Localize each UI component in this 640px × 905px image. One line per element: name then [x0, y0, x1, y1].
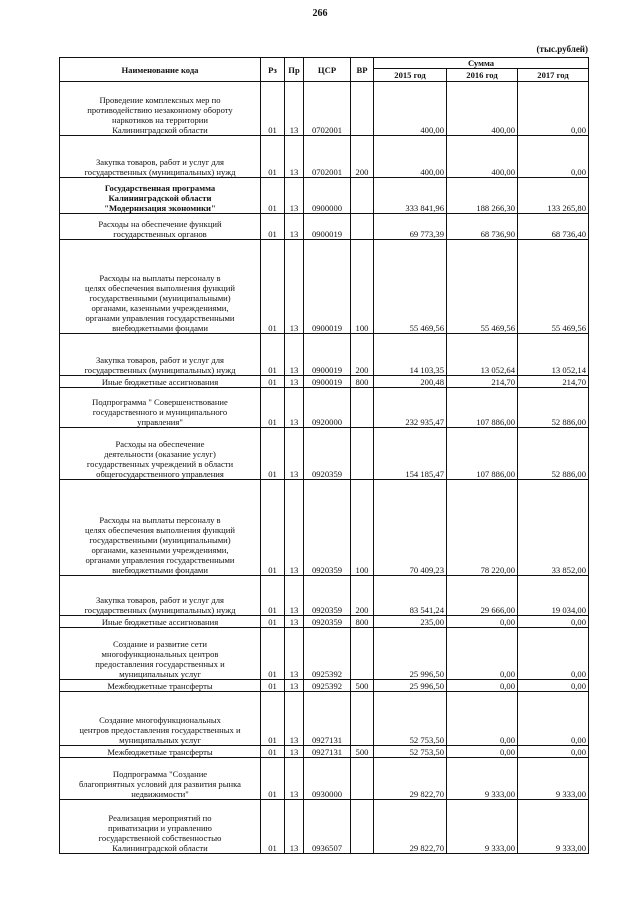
row-rz: 01 — [261, 800, 285, 854]
row-2015: 29 822,70 — [374, 758, 447, 800]
row-vr: 200 — [351, 576, 374, 616]
row-2017: 0,00 — [518, 136, 589, 178]
header-pr: Пр — [285, 58, 304, 82]
row-rz: 01 — [261, 428, 285, 480]
row-csr: 0920359 — [304, 576, 351, 616]
row-2015: 14 103,35 — [374, 334, 447, 376]
row-name: Расходы на выплаты персоналу в целях обеспечения выполнения функций государственными (муниципальными) органами, казенными учреждениями, органами управления государственными внебюджетными фондами — [60, 240, 261, 334]
row-2017: 9 333,00 — [518, 800, 589, 854]
row-vr — [351, 628, 374, 680]
header-year-2015: 2015 год — [374, 69, 447, 82]
row-pr: 13 — [285, 82, 304, 136]
row-name: Проведение комплексных мер по противодействию незаконному обороту наркотиков на территории Калининградской области — [60, 82, 261, 136]
row-2016: 400,00 — [447, 136, 518, 178]
row-rz: 01 — [261, 178, 285, 214]
row-rz: 01 — [261, 576, 285, 616]
row-vr — [351, 82, 374, 136]
row-2017: 13 052,14 — [518, 334, 589, 376]
row-pr: 13 — [285, 628, 304, 680]
row-pr: 13 — [285, 178, 304, 214]
table-row — [60, 576, 589, 616]
row-2017: 9 333,00 — [518, 758, 589, 800]
row-pr: 13 — [285, 376, 304, 388]
row-csr: 0920359 — [304, 616, 351, 628]
header-rz: Рз — [261, 58, 285, 82]
table-row — [60, 692, 589, 746]
row-2017: 52 886,00 — [518, 388, 589, 428]
row-2016: 107 886,00 — [447, 428, 518, 480]
row-pr: 13 — [285, 388, 304, 428]
table-row — [60, 334, 589, 376]
row-rz: 01 — [261, 758, 285, 800]
row-2017: 68 736,40 — [518, 214, 589, 240]
row-2016: 0,00 — [447, 680, 518, 692]
row-rz: 01 — [261, 388, 285, 428]
row-2015: 400,00 — [374, 136, 447, 178]
row-csr: 0702001 — [304, 82, 351, 136]
row-csr: 0920000 — [304, 388, 351, 428]
row-rz: 01 — [261, 214, 285, 240]
row-2016: 13 052,64 — [447, 334, 518, 376]
row-name: Межбюджетные трансферты — [60, 680, 261, 692]
row-pr: 13 — [285, 616, 304, 628]
row-csr: 0925392 — [304, 628, 351, 680]
row-vr — [351, 178, 374, 214]
row-pr: 13 — [285, 480, 304, 576]
row-2015: 235,00 — [374, 616, 447, 628]
table-row — [60, 178, 589, 214]
row-rz: 01 — [261, 680, 285, 692]
row-2016: 0,00 — [447, 616, 518, 628]
row-pr: 13 — [285, 800, 304, 854]
row-name: Создание и развитие сети многофункциональных центров предоставления государственных и муниципальных услуг — [60, 628, 261, 680]
row-2017: 0,00 — [518, 82, 589, 136]
row-pr: 13 — [285, 746, 304, 758]
row-pr: 13 — [285, 240, 304, 334]
row-2015: 70 409,23 — [374, 480, 447, 576]
row-pr: 13 — [285, 136, 304, 178]
row-vr: 800 — [351, 616, 374, 628]
row-2017: 0,00 — [518, 628, 589, 680]
row-2017: 133 265,80 — [518, 178, 589, 214]
row-2017: 19 034,00 — [518, 576, 589, 616]
table-row — [60, 800, 589, 854]
row-2015: 29 822,70 — [374, 800, 447, 854]
row-2016: 0,00 — [447, 746, 518, 758]
row-2017: 214,70 — [518, 376, 589, 388]
table-row — [60, 214, 589, 240]
row-2017: 55 469,56 — [518, 240, 589, 334]
row-2015: 69 773,39 — [374, 214, 447, 240]
row-2015: 25 996,50 — [374, 680, 447, 692]
row-2017: 0,00 — [518, 746, 589, 758]
row-vr — [351, 800, 374, 854]
row-csr: 0920359 — [304, 428, 351, 480]
row-vr — [351, 214, 374, 240]
row-name: Межбюджетные трансферты — [60, 746, 261, 758]
row-csr: 0900019 — [304, 214, 351, 240]
row-2015: 52 753,50 — [374, 746, 447, 758]
row-pr: 13 — [285, 334, 304, 376]
row-rz: 01 — [261, 746, 285, 758]
row-csr: 0900019 — [304, 240, 351, 334]
row-rz: 01 — [261, 82, 285, 136]
row-rz: 01 — [261, 628, 285, 680]
row-2016: 9 333,00 — [447, 800, 518, 854]
row-2016: 107 886,00 — [447, 388, 518, 428]
row-vr — [351, 428, 374, 480]
row-name: Реализация мероприятий по приватизации и управлению государственной собственностью Калининградской области — [60, 800, 261, 854]
row-2016: 0,00 — [447, 628, 518, 680]
header-year-2017: 2017 год — [518, 69, 589, 82]
row-csr: 0925392 — [304, 680, 351, 692]
row-rz: 01 — [261, 480, 285, 576]
row-csr: 0920359 — [304, 480, 351, 576]
row-vr: 200 — [351, 334, 374, 376]
row-rz: 01 — [261, 334, 285, 376]
table-row — [60, 388, 589, 428]
row-vr: 800 — [351, 376, 374, 388]
row-csr: 0936507 — [304, 800, 351, 854]
table-row — [60, 616, 589, 628]
row-name: Государственная программа Калининградской области "Модернизация экономики" — [60, 178, 261, 214]
row-pr: 13 — [285, 758, 304, 800]
row-2015: 52 753,50 — [374, 692, 447, 746]
row-csr: 0900019 — [304, 334, 351, 376]
row-name: Закупка товаров, работ и услуг для государственных (муниципальных) нужд — [60, 576, 261, 616]
header-year-2016: 2016 год — [447, 69, 518, 82]
header-vr: ВР — [351, 58, 374, 82]
row-pr: 13 — [285, 680, 304, 692]
row-rz: 01 — [261, 136, 285, 178]
row-2016: 68 736,90 — [447, 214, 518, 240]
row-2015: 200,48 — [374, 376, 447, 388]
row-name: Расходы на обеспечение функций государственных органов — [60, 214, 261, 240]
row-rz: 01 — [261, 692, 285, 746]
row-2016: 9 333,00 — [447, 758, 518, 800]
row-name: Создание многофункциональных центров предоставления государственных и муниципальных услуг — [60, 692, 261, 746]
row-pr: 13 — [285, 214, 304, 240]
row-2016: 0,00 — [447, 692, 518, 746]
row-vr — [351, 692, 374, 746]
row-csr: 0702001 — [304, 136, 351, 178]
row-vr: 500 — [351, 746, 374, 758]
row-2015: 25 996,50 — [374, 628, 447, 680]
row-name: Расходы на обеспечение деятельности (оказание услуг) государственных учреждений в области общегосударственного управления — [60, 428, 261, 480]
row-csr: 0900019 — [304, 376, 351, 388]
table-row — [60, 480, 589, 576]
row-2015: 83 541,24 — [374, 576, 447, 616]
header-name: Наименование кода — [60, 58, 261, 82]
budget-table — [59, 57, 589, 854]
table-row — [60, 428, 589, 480]
row-name: Подпрограмма "Создание благоприятных условий для развития рынка недвижимости" — [60, 758, 261, 800]
row-2017: 52 886,00 — [518, 428, 589, 480]
row-2015: 55 469,56 — [374, 240, 447, 334]
row-2015: 154 185,47 — [374, 428, 447, 480]
row-rz: 01 — [261, 376, 285, 388]
table-row — [60, 628, 589, 680]
row-rz: 01 — [261, 616, 285, 628]
row-vr: 100 — [351, 480, 374, 576]
row-2017: 33 852,00 — [518, 480, 589, 576]
row-name: Закупка товаров, работ и услуг для государственных (муниципальных) нужд — [60, 334, 261, 376]
row-vr — [351, 758, 374, 800]
row-name: Расходы на выплаты персоналу в целях обеспечения выполнения функций государственными (муниципальными) органами, казенными учреждениями, органами управления государственными внебюджетными фондами — [60, 480, 261, 576]
row-2015: 333 841,96 — [374, 178, 447, 214]
row-csr: 0930000 — [304, 758, 351, 800]
row-name: Иные бюджетные ассигнования — [60, 376, 261, 388]
table-row — [60, 680, 589, 692]
table-row — [60, 82, 589, 136]
row-csr: 0900000 — [304, 178, 351, 214]
table-row — [60, 746, 589, 758]
header-csr: ЦСР — [304, 58, 351, 82]
row-2017: 0,00 — [518, 692, 589, 746]
table-row — [60, 376, 589, 388]
row-csr: 0927131 — [304, 692, 351, 746]
row-2015: 400,00 — [374, 82, 447, 136]
row-2016: 55 469,56 — [447, 240, 518, 334]
page-number: 266 — [312, 8, 328, 19]
row-pr: 13 — [285, 576, 304, 616]
row-vr: 100 — [351, 240, 374, 334]
row-name: Закупка товаров, работ и услуг для государственных (муниципальных) нужд — [60, 136, 261, 178]
row-2016: 29 666,00 — [447, 576, 518, 616]
units-label: (тыс.рублей) — [536, 44, 588, 54]
row-2016: 188 266,30 — [447, 178, 518, 214]
row-2015: 232 935,47 — [374, 388, 447, 428]
table-row — [60, 240, 589, 334]
row-vr: 200 — [351, 136, 374, 178]
row-2017: 0,00 — [518, 616, 589, 628]
header-sum: Сумма — [374, 58, 589, 69]
row-name: Иные бюджетные ассигнования — [60, 616, 261, 628]
row-2016: 78 220,00 — [447, 480, 518, 576]
row-pr: 13 — [285, 692, 304, 746]
row-vr: 500 — [351, 680, 374, 692]
row-rz: 01 — [261, 240, 285, 334]
row-2017: 0,00 — [518, 680, 589, 692]
row-name: Подпрограмма " Совершенствование государственного и муниципального управления" — [60, 388, 261, 428]
row-2016: 214,70 — [447, 376, 518, 388]
row-pr: 13 — [285, 428, 304, 480]
table-row — [60, 758, 589, 800]
row-2016: 400,00 — [447, 82, 518, 136]
table-row — [60, 136, 589, 178]
row-vr — [351, 388, 374, 428]
row-csr: 0927131 — [304, 746, 351, 758]
